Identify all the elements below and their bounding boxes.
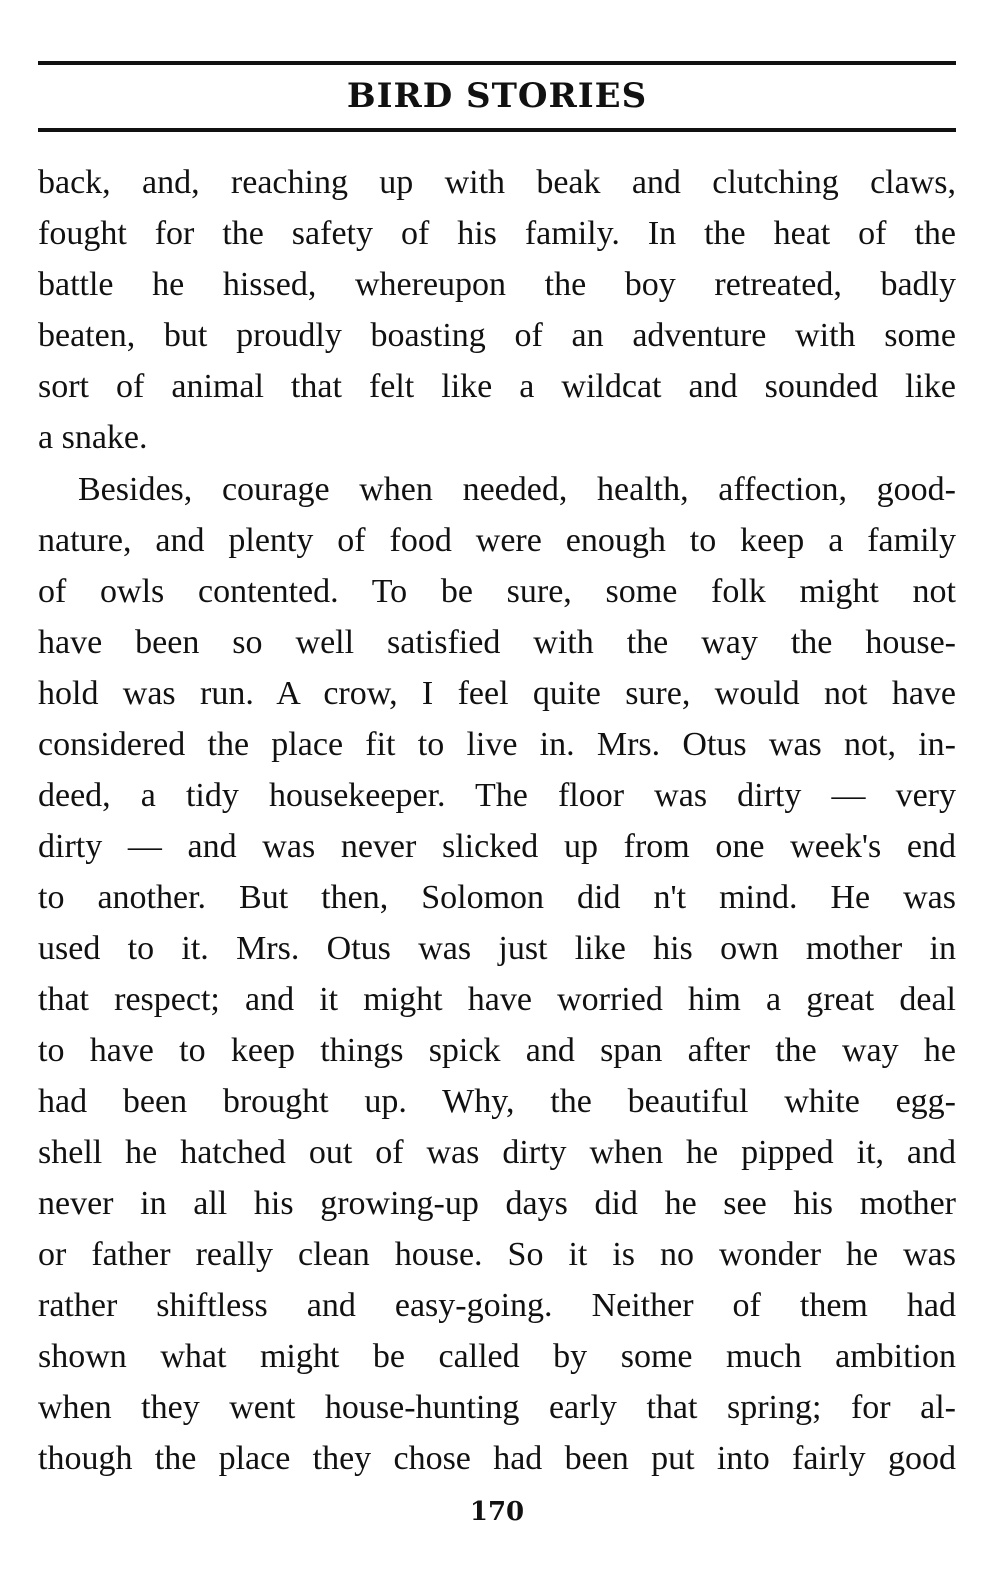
paragraph-first-line: Besides, courage when needed, health, affection, good- [78, 471, 956, 508]
text-line: hold was run. A crow, I feel quite sure, would not have [38, 675, 956, 712]
text-line: or father really clean house. So it is no wonder he was [38, 1236, 956, 1273]
text-line: have been so well satisfied with the way the house- [38, 624, 956, 661]
header-rule-top [38, 61, 956, 65]
text-line: fought for the safety of his family. In the heat of the [38, 215, 956, 252]
text-line: when they went house-hunting early that spring; for al- [38, 1389, 956, 1426]
text-line: beaten, but proudly boasting of an adventure with some [38, 317, 956, 354]
text-line: rather shiftless and easy-going. Neither of them had [38, 1287, 956, 1324]
text-line: battle he hissed, whereupon the boy retreated, badly [38, 266, 956, 303]
text-line: though the place they chose had been put into fairly good [38, 1440, 956, 1477]
text-line: shell he hatched out of was dirty when he pipped it, and [38, 1134, 956, 1171]
page-number: 170 [469, 1497, 525, 1527]
text-line: that respect; and it might have worried him a great deal [38, 981, 956, 1018]
text-line: a snake. [38, 419, 148, 456]
text-line: used to it. Mrs. Otus was just like his own mother in [38, 930, 956, 967]
text-line: deed, a tidy housekeeper. The floor was dirty — very [38, 777, 956, 814]
text-line: had been brought up. Why, the beautiful white egg- [38, 1083, 956, 1120]
text-line: to another. But then, Solomon did n't mind. He was [38, 879, 956, 916]
text-line: of owls contented. To be sure, some folk might not [38, 573, 956, 610]
text-line: nature, and plenty of food were enough to keep a family [38, 522, 956, 559]
running-header: BIRD STORIES [346, 76, 648, 116]
text-line: considered the place fit to live in. Mrs. Otus was not, in- [38, 726, 956, 763]
text-line: back, and, reaching up with beak and clutching claws, [38, 164, 956, 201]
text-line: never in all his growing-up days did he see his mother [38, 1185, 956, 1222]
text-line: to have to keep things spick and span after the way he [38, 1032, 956, 1069]
header-rule-bottom [38, 128, 956, 132]
text-line: shown what might be called by some much ambition [38, 1338, 956, 1375]
text-line: dirty — and was never slicked up from one week's end [38, 828, 956, 865]
text-line: sort of animal that felt like a wildcat and sounded like [38, 368, 956, 405]
